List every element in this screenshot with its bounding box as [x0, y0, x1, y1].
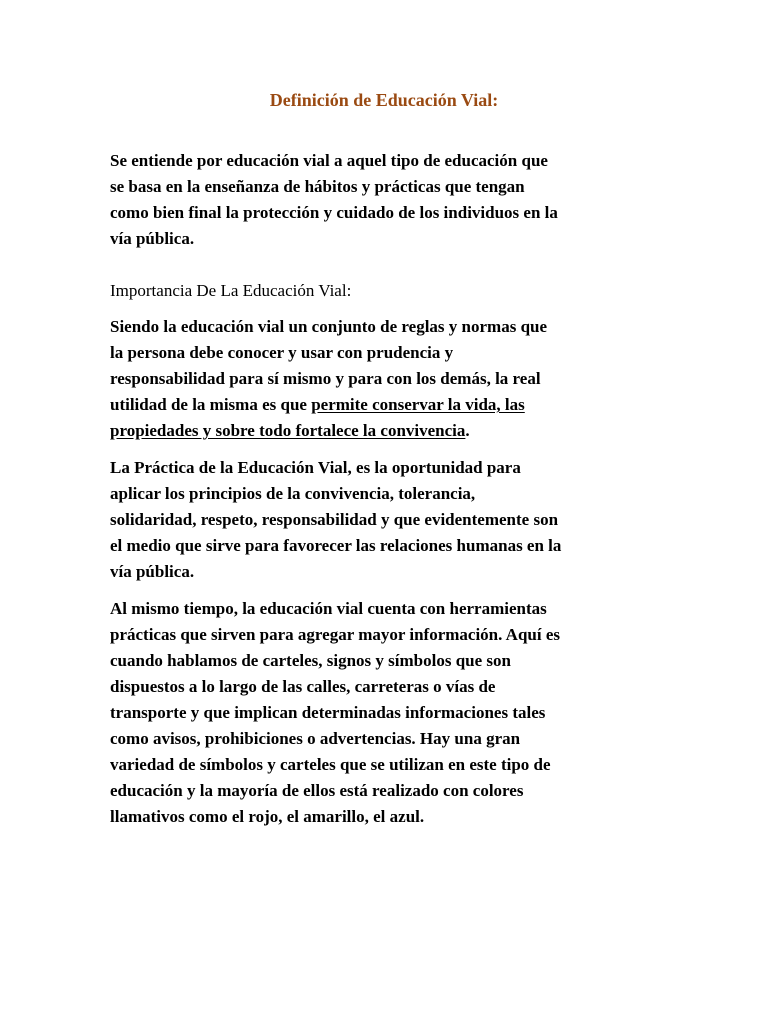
para3-line: como avisos, prohibiciones o advertencias. Hay una gran: [110, 729, 521, 748]
intro-line: como bien final la protección y cuidado de los individuos en la: [110, 203, 558, 222]
para1-text: .: [465, 421, 470, 440]
para1-underlined-text: permite conservar la vida, las: [311, 395, 525, 414]
para3-line: transporte y que implican determinadas informaciones tales: [110, 703, 546, 722]
intro-line: Se entiende por educación vial a aquel tipo de educación que: [110, 151, 548, 170]
para3-line: Al mismo tiempo, la educación vial cuenta con herramientas: [110, 599, 547, 618]
para1-text: utilidad de la misma es que: [110, 395, 312, 414]
para1-line: [110, 393, 525, 417]
para2-line: el medio que sirve para favorecer las relaciones humanas en la: [110, 536, 562, 555]
document-title: Definición de Educación Vial:: [269, 90, 499, 110]
para1-line: responsabilidad para sí mismo y para con los demás, la real: [110, 369, 541, 388]
para1-line: [110, 419, 470, 443]
intro-line: vía pública.: [110, 229, 195, 248]
para3-line: variedad de símbolos y carteles que se utilizan en este tipo de: [110, 755, 551, 774]
para3-line: dispuestos a lo largo de las calles, carreteras o vías de: [110, 677, 496, 696]
para1-underlined-text: propiedades y sobre todo fortalece la convivencia: [110, 421, 466, 440]
para1-line: Siendo la educación vial un conjunto de reglas y normas que: [110, 317, 548, 336]
para2-line: vía pública.: [110, 562, 195, 581]
para3-line: prácticas que sirven para agregar mayor información. Aquí es: [110, 625, 561, 644]
intro-line: se basa en la enseñanza de hábitos y prácticas que tengan: [110, 177, 525, 196]
para1-line: la persona debe conocer y usar con prudencia y: [110, 343, 454, 362]
para2-line: aplicar los principios de la convivencia, tolerancia,: [110, 484, 476, 503]
para2-line: solidaridad, respeto, responsabilidad y que evidentemente son: [110, 510, 559, 529]
para3-line: llamativos como el rojo, el amarillo, el azul.: [110, 807, 425, 826]
section-heading: Importancia De La Educación Vial:: [110, 281, 352, 300]
para3-line: cuando hablamos de carteles, signos y símbolos que son: [110, 651, 511, 670]
para3-line: educación y la mayoría de ellos está realizado con colores: [110, 781, 524, 800]
para2-line: La Práctica de la Educación Vial, es la oportunidad para: [110, 458, 521, 477]
